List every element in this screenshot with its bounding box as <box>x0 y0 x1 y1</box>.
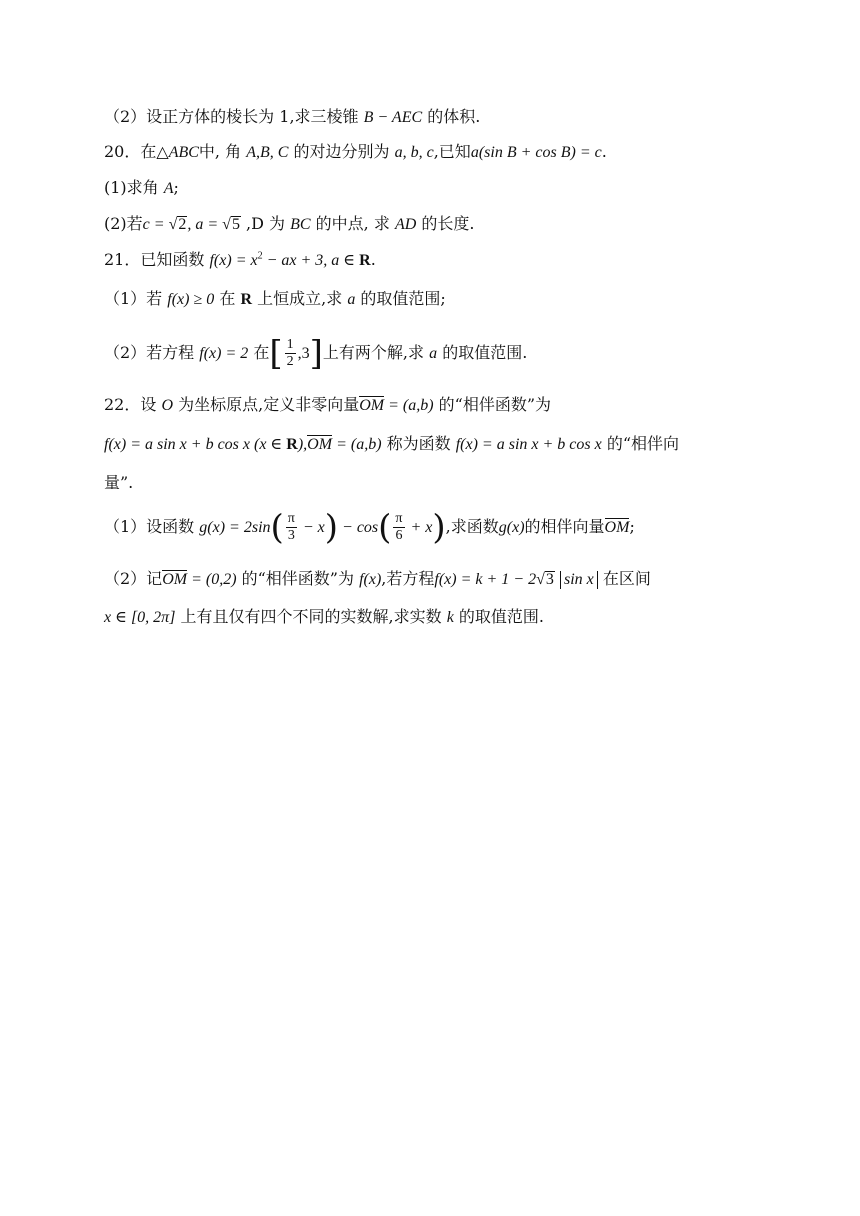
q21-part1-suffix: 上恒成立,求 <box>257 289 343 308</box>
q22-part2-mid: 的“相伴函数”为 <box>241 569 354 588</box>
q22-vector-eq: = (0,2) <box>187 571 237 588</box>
q19-part2-suffix: 的体积. <box>427 107 481 126</box>
q22-param-k: k <box>446 609 454 626</box>
q21-part2-suffix: 上有两个解,求 <box>322 343 425 362</box>
q22-fraction-pi-6 <box>393 511 404 544</box>
q22-vector-om: OM <box>162 571 188 588</box>
q21-part2-end: 的取值范围. <box>442 343 528 362</box>
q22-frac-den: 3 <box>287 528 295 543</box>
q22-abs-sin: sin x <box>560 571 598 589</box>
q22-vector-om: OM <box>604 519 630 536</box>
q21-frac-num: 1 <box>286 337 294 352</box>
q22-reals: R <box>286 436 298 453</box>
q20-part1-end: ; <box>173 178 179 197</box>
q19-pyramid-name: B − AEC <box>363 109 423 126</box>
q22-frac-den: 6 <box>395 528 403 543</box>
q22-frac-num: π <box>395 511 403 526</box>
q21-fraction-half <box>285 337 296 370</box>
q22-text: 的“相伴函数”为 <box>438 395 552 414</box>
q22-part1: （1）设函数 g(x) = 2sin( $\frac{\pi}{3}$ − x) − cos( $\frac{\pi}{6}$ + x),求函数g(x)的相伴向量OM; <box>104 507 635 548</box>
q22-interval: x ∈ [0, 2π] <box>104 609 176 626</box>
q20-text: 中, 角 <box>198 142 242 161</box>
q22-part1-text: （1）设函数 <box>104 517 195 536</box>
q21-interval-upper: ,3 <box>297 345 310 362</box>
q21-text: . <box>370 250 376 269</box>
q22-text: 为坐标原点,定义非零向量 <box>178 395 360 414</box>
q20-stem <box>104 142 607 163</box>
q21-reals: R <box>359 252 371 269</box>
q22-f-of-x: f(x) <box>359 571 382 588</box>
q21-part1-mid: 在 <box>219 289 236 308</box>
q22-origin: O <box>161 397 174 414</box>
q20-sqrt-5: 5 <box>231 216 240 233</box>
q22-part1-mid2: 的相伴向量 <box>524 517 605 536</box>
q22-fraction-pi-3 <box>286 511 297 544</box>
q22-cos: − cos <box>338 519 379 536</box>
q20-part2-text: (2)若 <box>104 214 143 233</box>
q22-part1-end: ; <box>629 517 635 536</box>
q19-part2 <box>104 107 480 128</box>
q22-minus-x: − x <box>298 519 325 536</box>
q20-part1 <box>104 178 179 199</box>
q22-text: 的“相伴向 <box>606 434 679 453</box>
q20-text: . <box>601 142 607 161</box>
q22-part2-end: 在区间 <box>602 569 651 588</box>
q22-vector-eq: = (a,b) <box>332 436 382 453</box>
q22-part1-mid: ,求函数 <box>445 517 499 536</box>
q21-inequality: f(x) ≥ 0 <box>167 291 215 308</box>
q22-sqrt-3: 3 <box>545 571 554 588</box>
q20-condition: a(sin B + cos B) = c <box>470 144 602 161</box>
q20-ad: AD <box>394 216 417 233</box>
q21-stem <box>104 250 376 271</box>
q21-part2-mid: 在 <box>253 343 270 362</box>
q22-vector-om: OM <box>307 436 333 453</box>
q22-part2-mid2: ,若方程 <box>381 569 435 588</box>
q20-text: ,已知 <box>433 142 471 161</box>
q21-part2-text: （2）若方程 <box>104 343 195 362</box>
q22-last-end: 的取值范围. <box>458 607 544 626</box>
q22-text: 称为函数 <box>386 434 451 453</box>
q21-part1-end: 的取值范围; <box>360 289 446 308</box>
q21-exponent: 2 <box>257 250 263 262</box>
q22-g-of-x: g(x) <box>498 519 525 536</box>
q22-vector-om: OM <box>359 397 385 414</box>
q20-text: 的对边分别为 <box>293 142 390 161</box>
q22-stem <box>104 395 551 416</box>
q20-part2-end: 的长度. <box>421 214 475 233</box>
q20-triangle: ABC <box>168 144 199 161</box>
q21-frac-den: 2 <box>286 354 294 369</box>
q21-param-a: a <box>347 291 356 308</box>
q22-line2 <box>104 434 679 455</box>
q22-text: ), <box>297 436 308 453</box>
q21-number: 21． <box>104 250 141 269</box>
q22-part2: （2）记OM = (0,2) 的“相伴函数”为 f(x),若方程f(x) = k + 1 − 2√3 sin x 在区间 <box>104 569 651 588</box>
q22-plus-x: + x <box>406 519 433 536</box>
q20-angles: A,B, C <box>246 144 289 161</box>
q21-equation: f(x) = 2 <box>199 345 249 362</box>
q22-last-text: 上有且仅有四个不同的实数解,求实数 <box>180 607 442 626</box>
q20-angle-a: A <box>163 180 174 197</box>
q21-part1 <box>104 289 446 310</box>
q22-part2-text: （2）记 <box>104 569 163 588</box>
q21-part1-text: （1）若 <box>104 289 163 308</box>
q19-part2-text: （2）设正方体的棱长为 1,求三棱锥 <box>104 107 359 126</box>
q22-line3 <box>104 473 133 493</box>
q22-g-function: g(x) = 2sin <box>199 519 271 536</box>
q20-part2: (2)若c = √2, a = √5 ,D 为 BC 的中点, 求 AD 的长度. <box>104 214 475 233</box>
q20-sqrt-2: 2 <box>178 216 187 233</box>
q22-function-expr: f(x) = a sin x + b cos x <box>455 436 602 453</box>
q22-text: 设 <box>140 395 157 414</box>
q20-text: 在△ <box>140 142 169 161</box>
q20-a-eq: , a = <box>187 216 223 233</box>
q22-equation: f(x) = k + 1 − 2 <box>434 571 537 588</box>
q20-bc: BC <box>290 216 311 233</box>
q22-text: 量”. <box>104 473 134 492</box>
q21-part2: （2）若方程 f(x) = 2 在[ $\frac{1}{2}$ ,3]上有两个解,求 a 的取值范围. <box>104 333 528 374</box>
q21-reals: R <box>240 291 253 308</box>
q22-companion-function: f(x) = a sin x + b cos x (x ∈ <box>104 436 287 453</box>
q22-frac-num: π <box>287 511 295 526</box>
q20-c-eq: c = <box>142 216 169 233</box>
q20-number: 20． <box>104 142 141 161</box>
q21-text: 已知函数 <box>140 250 205 269</box>
q21-function-rest: − ax + 3, a ∈ <box>262 252 360 269</box>
q20-part2-mid2: 的中点, 求 <box>315 214 390 233</box>
q20-sides: a, b, c <box>394 144 434 161</box>
q22-number: 22． <box>104 395 141 414</box>
q21-function: f(x) = x <box>209 252 258 269</box>
q21-param-a: a <box>429 345 438 362</box>
q22-last-line <box>104 607 544 628</box>
q22-vector-eq: = (a,b) <box>384 397 434 414</box>
q20-part1-text: (1)求角 <box>104 178 159 197</box>
q20-part2-mid: ,D 为 <box>240 214 286 233</box>
